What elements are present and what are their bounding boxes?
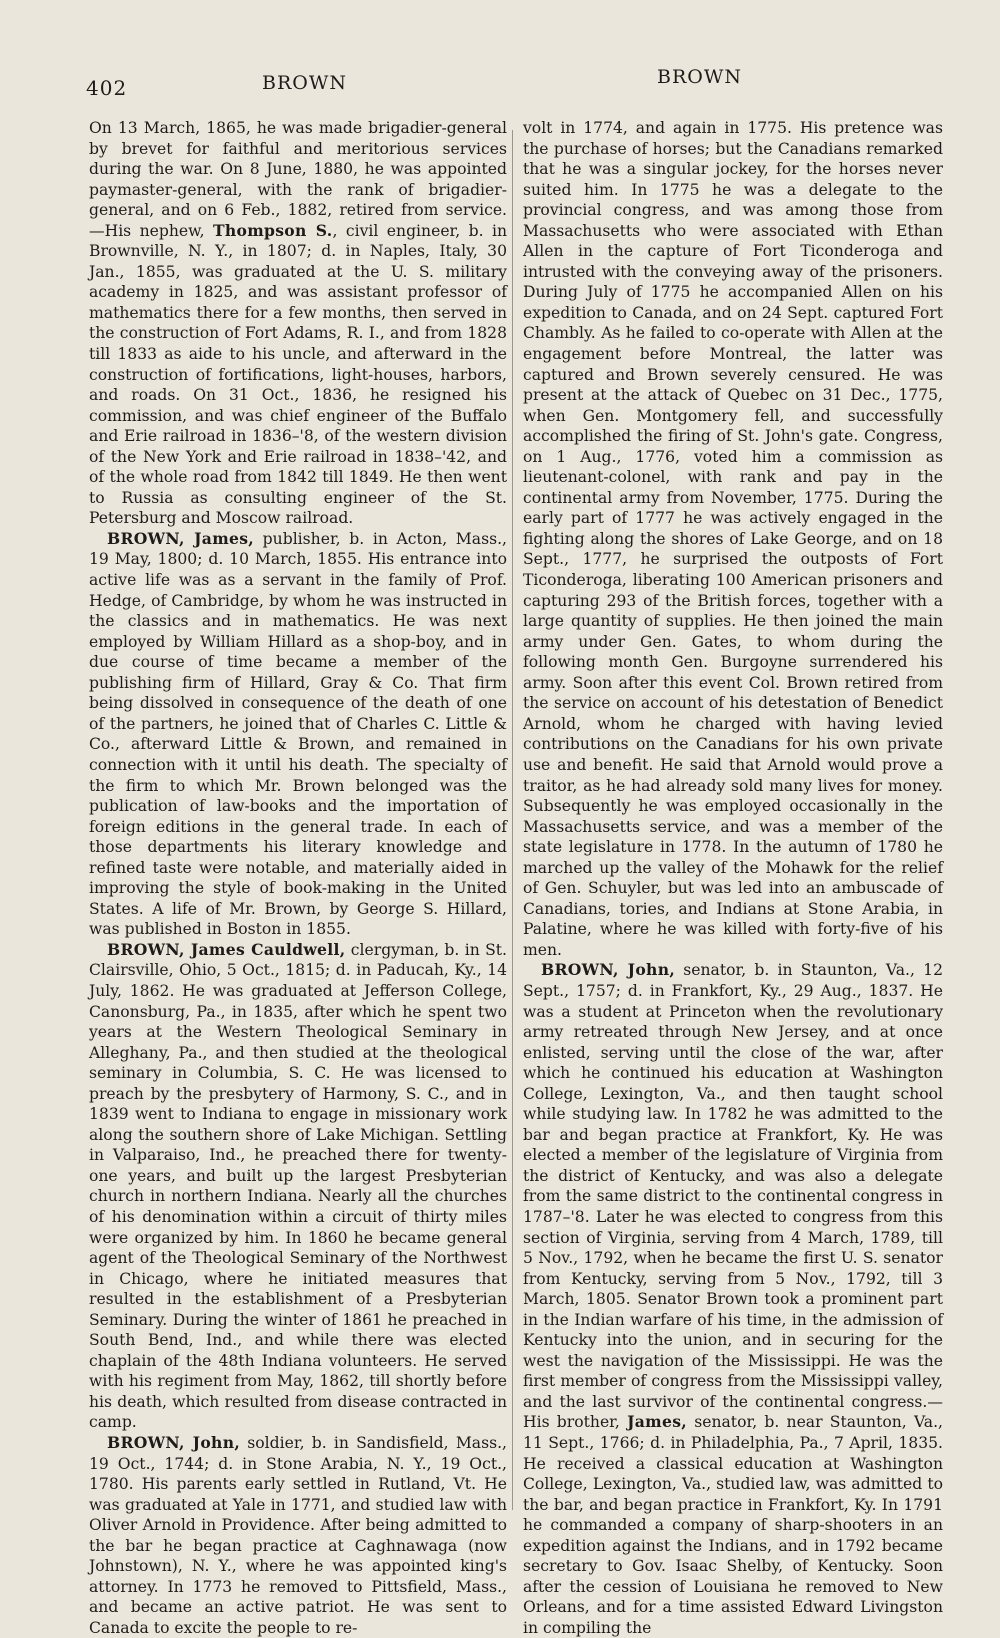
entry-text: soldier, b. in Sandisfield, Mass., 19 Oct., 1744; d. in Stone Arabia, N. Y., 19 Oct., 1780. His parents early settled in Rutland, Vt. He was graduated at Yale in 1771, and studied law with Oliver Arnold in Providence. After being admitted to the bar he began practice at Caghnawaga (now Johnstown), N. Y., where he was appointed king's attorney. In 1773 he removed to Pittsfield, Mass., and became an active patriot. He was sent to Canada to excite the people to re- [89,1434,507,1637]
entry-name: BROWN, John, [541,960,676,980]
paragraph-text: On 13 March, 1865, he was made brigadier-general by brevet for faithful and meritorious services during the war. On 8 June, 1880, he was appointed paymaster-general, with the rank of brigadier-general, and on 6 Feb., 1882, retired from service. —His nephew, [89,119,507,240]
paragraph-text: volt in 1774, and again in 1775. His pretence was the purchase of horses; but the Canadians remarked that he was a singular jockey, for the horses never suited him. In 1775 he was a delegate to the provincial congress, and was among those from Massachusetts who were associated with Ethan Allen in the capture of Fort Ticonderoga and intrusted with the conveying away of the prisoners. During July of 1775 he accompanied Allen on his expedition to Canada, and on 24 Sept. captured Fort Chambly. As he failed to co-operate with Allen at the engagement before Montreal, the latter was captured and Brown severely censured. He was present at the attack of Quebec on 31 Dec., 1775, when Gen. Montgomery fell, and successfully accomplished the firing of St. John's gate. Congress, on 1 Aug., 1776, voted him a commission as lieutenant-colonel, with rank and pay in the continental army from November, 1775. During the early part of 1777 he was actively engaged in the fighting along the shores of Lake George, and on 18 Sept., 1777, he surprised the outposts of Fort Ticonderoga, liberating 100 American prisoners and capturing 293 of the British forces, together with a large quantity of supplies. He then joined the main army under Gen. Gates, to whom during the following month Gen. Burgoyne surrendered his army. Soon after this event Col. Brown retired from the service on account of his detestation of Benedict Arnold, whom he charged with having levied contributions on the Canadians for his own private use and benefit. He said that Arnold would prove a traitor, as he had already sold many lives for money. Subsequently he was employed occasionally in the Massachusetts service, and was a member of the state legislature in 1778. In the autumn of 1780 he marched up the valley of the Mohawk for the relief of Gen. Schuyler, but was led into an ambuscade of Canadians, tories, and Indians at Stone Arabia, in Palatine, where he was killed with forty-five of his men. [523,119,943,959]
paragraph-text: , civil engineer, b. in Brownville, N. Y., in 1807; d. in Naples, Italy, 30 Jan., 1855, was graduated at the U. S. military academy in 1825, and was assistant professor of mathematics there for a few months, then served in the construction of Fort Adams, R. I., and from 1828 till 1833 as aide to his uncle, and afterward in the construction of fortifications, light-houses, harbors, and roads. On 31 Oct., 1836, he resigned his commission, and was chief engineer of the Buffalo and Erie railroad in 1836–'8, of the western division of the New York and Erie railroad in 1838–'42, and of the whole road from 1842 till 1849. He then went to Russia as consulting engineer of the St. Petersburg and Moscow railroad. [89,221,508,528]
running-header [86,62,942,102]
continuation-paragraph [523,118,943,960]
entry-text: senator, b. in Staunton, Va., 12 Sept., 1757; d. in Frankfort, Ky., 29 Aug., 1837. He was a student at Princeton when the revolutionary army retreated through New Jersey, and at once enlisted, serving until the close of the war, after which he continued his education at Washington College, Lexington, Va., and then taught school while studying law. In 1782 he was admitted to the bar and began practice at Frankfort, Ky. He was elected a member of the legislature of Virginia from the district of Kentucky, and was also a delegate from the same district to the continental congress in 1787–'8. Later he was elected to congress from this section of Virginia, serving from 4 March, 1789, till 5 Nov., 1792, when he became the first U. S. senator from Kentucky, serving from 5 Nov., 1792, till 3 March, 1805. Senator Brown took a prominent part in the Indian warfare of his time, in the admission of Kentucky into the union, and in securing for the west the navigation of the Mississippi. He was the first member of congress from the Mississippi valley, and the last survivor of the continental congress.—His brother, [523,961,943,1432]
entry-james-cauldwell-brown [89,940,507,1433]
right-column [523,118,944,1637]
right-running-title: BROWN [657,66,742,88]
entry-name: BROWN, John, [107,1433,241,1452]
entry-john-brown-soldier [89,1433,507,1638]
entry-text: senator, b. near Staunton, Va., 11 Sept., 1766; d. in Philadelphia, Pa., 7 April, 1835. He received a classical education at Washington College, Lexington, Va., studied law, was admitted to the bar, and began practice in Frankfort, Ky. In 1791 he commanded a company of sharp-shooters in an expedition against the Indians, and in 1792 became secretary to Gov. Isaac Shelby, of Kentucky. Soon after the cession of Louisiana he removed to New Orleans, and for a time assisted Edward Livingston in compiling the [523,1413,944,1637]
left-running-title: BROWN [262,72,347,94]
entry-text: publisher, b. in Acton, Mass., 19 May, 1800; d. 10 March, 1855. His entrance into active life was as a servant in the family of Prof. Hedge, of Cambridge, by whom he was instructed in the classics and in mathematics. He was next employed by William Hillard as a shop-boy, and in due course of time became a member of the publishing firm of Hillard, Gray & Co. That firm being dissolved in consequence of the death of one of the partners, he joined that of Charles C. Little & Co., afterward Little & Brown, and remained in connection with it until his death. The specialty of the firm to which Mr. Brown belonged was the publication of law-books and the importation of foreign editions in the general trade. In each of those departments his literary knowledge and refined taste were notable, and materially aided in improving the style of book-making in the United States. A life of Mr. Brown, by George S. Hillard, was published in Boston in 1855. [89,529,507,939]
left-column [89,118,508,1637]
entry-name: BROWN, James Cauldwell, [107,939,346,959]
entry-text: clergyman, b. in St. Clairsville, Ohio, 5 Oct., 1815; d. in Paducah, Ky., 14 July, 1862. He was graduated at Jefferson College, Canonsburg, Pa., in 1835, after which he spent two years at the Western Theological Seminary in Alleghany, Pa., and then studied at the theological seminary in Columbia, S. C. He was licensed to preach by the presbytery of Harmony, S. C., and in 1839 went to Indiana to engage in missionary work along the southern shore of Lake Michigan. Settling in Valparaiso, Ind., he preached there for twenty-one years, and built up the largest Presbyterian church in northern Indiana. Nearly all the churches of his denomination within a circuit of thirty miles were organized by him. In 1860 he became general agent of the Theological Seminary of the Northwest in Chicago, where he initiated measures that resulted in the establishment of a Presbyterian Seminary. During the winter of 1861 he preached in South Bend, Ind., and while there was elected chaplain of the 48th Indiana volunteers. He served with his regiment from May, 1862, till shortly before his death, which resulted from disease contracted in camp. [89,940,507,1432]
continuation-paragraph [89,118,507,529]
column-divider [512,130,513,1510]
entry-subname: James, [627,1412,688,1432]
page-number: 402 [86,76,128,100]
entry-name: BROWN, James, [107,528,255,548]
entry-john-brown-senator [523,960,943,1638]
entry-james-brown [89,529,507,940]
entry-name: Thompson S. [212,220,333,240]
